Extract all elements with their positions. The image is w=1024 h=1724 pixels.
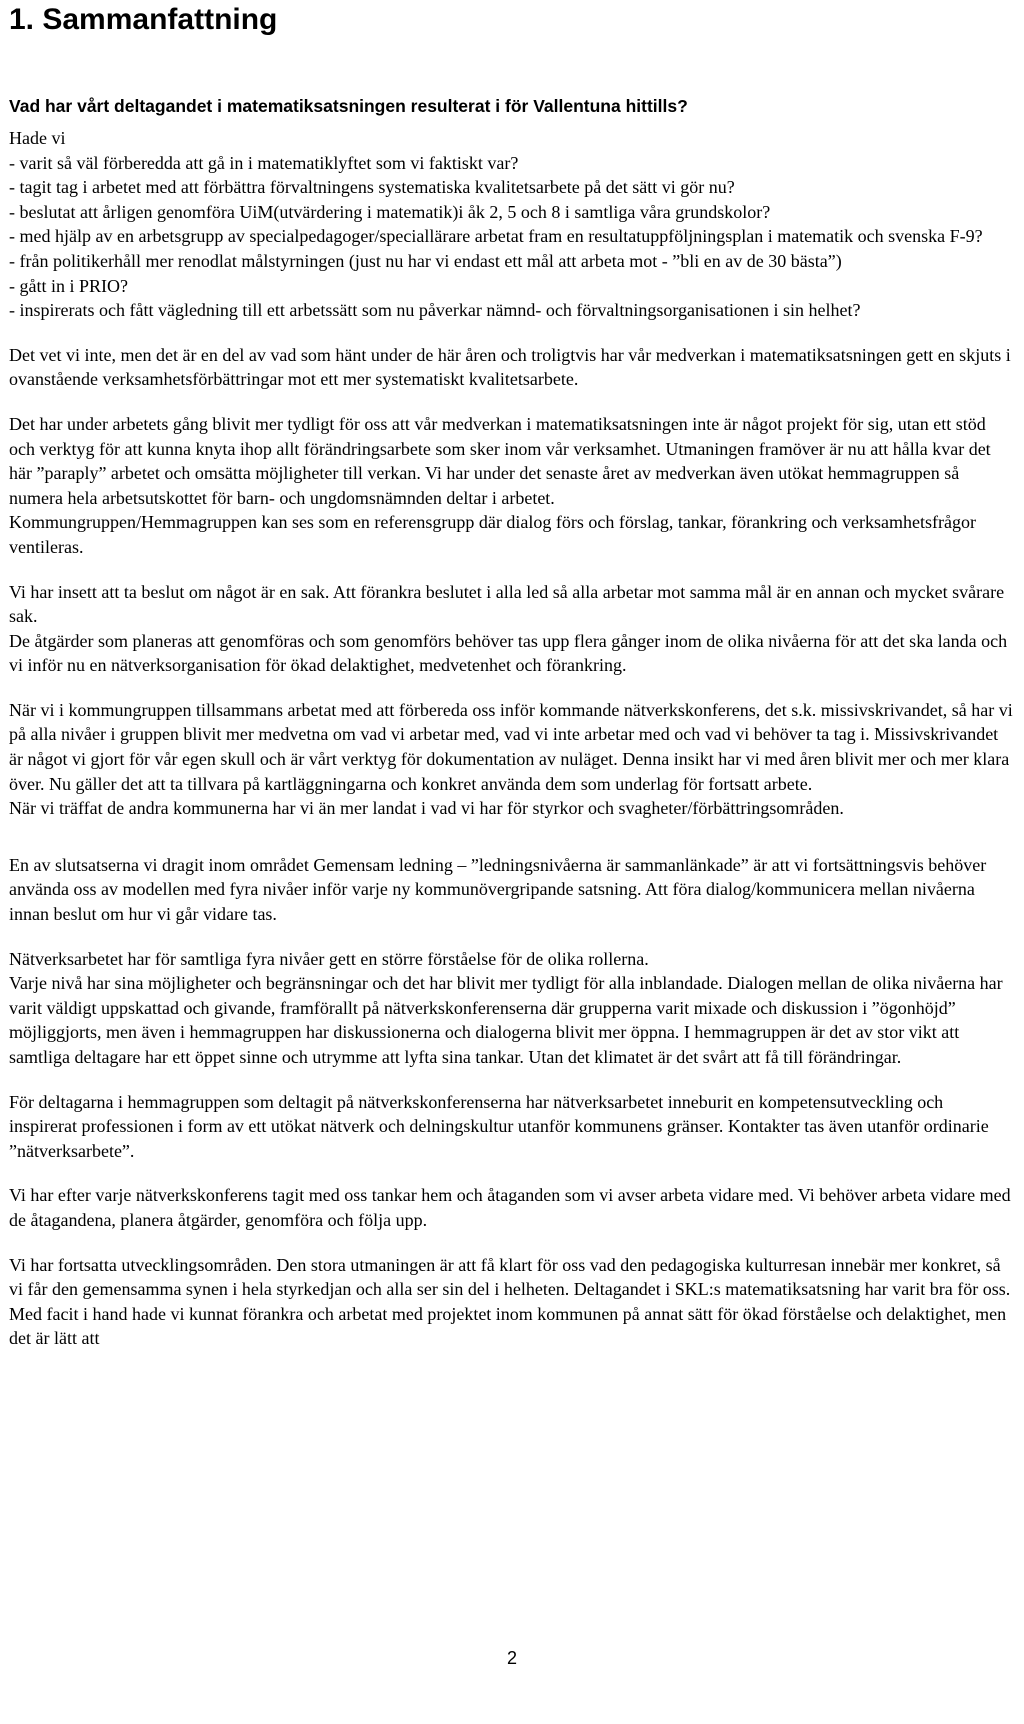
intro-line: - varit så väl förberedda att gå in i matematiklyftet som vi faktiskt var? [9,152,519,173]
paragraph: När vi träffat de andra kommunerna har vi än mer landat i vad vi har för styrkor och svagheter/förbättringsområden. [9,798,844,819]
intro-line: - från politikerhåll mer renodlat målstyrningen (just nu har vi endast ett mål att arbeta mot - ”bli en av de 30 bästa”) [9,250,842,271]
page-number: 2 [506,1648,517,1668]
paragraph: För deltagarna i hemmagruppen som deltagit på nätverkskonferenserna har nätverksarbetet inneburit en kompetensutveckling och inspirerat professionen i form av ett utökat nätverk och delningskultur utanför kommunens gränser. Kontakter tas även utanför ordinarie ”nätverksarbete”. [9,1091,989,1161]
intro-line: - med hjälp av en arbetsgrupp av specialpedagoger/speciallärare arbetat fram en resultatuppföljningsplan i matematik och svenska F-9? [9,226,983,247]
section-title: 1. Sammanfattning [9,3,278,36]
paragraph: Det vet vi inte, men det är en del av vad som hänt under de här åren och troligtvis har vår medverkan i matematiksatsningen gett en skjuts i ovanstående verksamhetsförbättringar mot ett mer systematiskt kvalitetsarbete. [9,344,1011,390]
paragraph: När vi i kommungruppen tillsammans arbetat med att förbereda oss inför kommande nätverkskonferens, det s.k. missivskrivandet, så har vi på alla nivåer i gruppen blivit mer medvetna om vad vi arbetar med, vad vi inte arbetar med och vad vi behöver ta tag i. Missivskrivandet är något vi gjort för vår egen skull och är vårt verktyg för dokumentation av nuläget. Denna insikt har vi med åren blivit mer och mer klara över. Nu gäller det att ta tillvara på kartläggningarna och konkret använda dem som underlag för fortsatt arbete. [9,699,1013,794]
intro-line: - beslutat att årligen genomföra UiM(utvärdering i matematik)i åk 2, 5 och 8 i samtliga våra grundskolor? [9,201,771,222]
paragraph: Varje nivå har sina möjligheter och begränsningar och det har blivit mer tydligt för alla inblandade. Dialogen mellan de olika nivåerna har varit väldigt uppskattad och givande, framförallt på nätverkskonferenserna där grupperna varit mixade och diskussion i ”ögonhöjd” möjliggjorts, men även i hemmagruppen har diskussionerna och dialogerna blivit mer öppna. I hemmagruppen är det av stor vikt att samtliga deltagare har ett öppet sinne och utrymme att lyfta sina tankar. Utan det klimatet är det svårt att få till förändringar. [9,973,1003,1067]
body-text [9,126,1014,1351]
question-heading: Vad har vårt deltagandet i matematiksatsningen resulterat i för Vallentuna hittills? [9,96,688,116]
intro-line: - gått in i PRIO? [9,275,128,296]
intro-line: - inspirerats och fått vägledning till ett arbetssätt som nu påverkar nämnd- och förvaltningsorganisationen i sin helhet? [9,300,861,321]
document-page [0,2,1024,1724]
paragraph: En av slutsatserna vi dragit inom området Gemensam ledning – ”ledningsnivåerna är sammanlänkade” är att vi fortsättningsvis behöver använda oss av modellen med fyra nivåer inför varje ny kommunövergripande satsning. Att föra dialog/kommunicera mellan nivåerna innan beslut om hur vi går vidare tas. [9,854,987,925]
paragraph: Det har under arbetets gång blivit mer tydligt för oss att vår medverkan i matematiksatsningen inte är något projekt för sig, utan ett stöd och verktyg för att kunna knyta ihop allt förändringsarbete som sker inom vår verksamhet. Utmaningen framöver är nu att hålla kvar det här ”paraply” arbetet och omsätta möjligheter till verkan. Vi har under det senaste året av medverkan även utökat hemmagruppen så numera hela arbetsutskottet för barn- och ungdomsnämnden deltar i arbetet. [9,413,991,508]
intro-line: Hade vi [9,128,66,148]
paragraph: Vi har insett att ta beslut om något är en sak. Att förankra beslutet i alla led så alla arbetar mot samma mål är en annan och mycket svårare sak. [9,581,1005,627]
paragraph: Vi har fortsatta utvecklingsområden. Den stora utmaningen är att få klart för oss vad den pedagogiska kulturresan innebär mer konkret, så vi får den gemensamma synen i hela styrkedjan och alla ser sin del i helheten. Deltagandet i SKL:s matematiksatsning har varit bra för oss. Med facit i hand hade vi kunnat förankra och arbetat med projektet inom kommunen på annat sätt för ökad förståelse och delaktighet, men det är lätt att [9,1254,1011,1349]
paragraph: Vi har efter varje nätverkskonferens tagit med oss tankar hem och åtaganden som vi avser arbeta vidare med. Vi behöver arbeta vidare med de åtagandena, planera åtgärder, genomföra och följa upp. [9,1185,1011,1230]
intro-line: - tagit tag i arbetet med att förbättra förvaltningens systematiska kvalitetsarbete på det sätt vi gör nu? [9,177,735,198]
paragraph: De åtgärder som planeras att genomföras och som genomförs behöver tas upp flera gånger inom de olika nivåerna för att det ska landa och vi inför nu en nätverksorganisation för ökad delaktighet, medvetenhet och förankring. [9,630,1008,676]
paragraph: Kommungruppen/Hemmagruppen kan ses som en referensgrupp där dialog förs och förslag, tankar, förankring och verksamhetsfrågor ventileras. [9,512,976,557]
paragraph: Nätverksarbetet har för samtliga fyra nivåer gett en större förståelse för de olika rollerna. [9,948,649,969]
